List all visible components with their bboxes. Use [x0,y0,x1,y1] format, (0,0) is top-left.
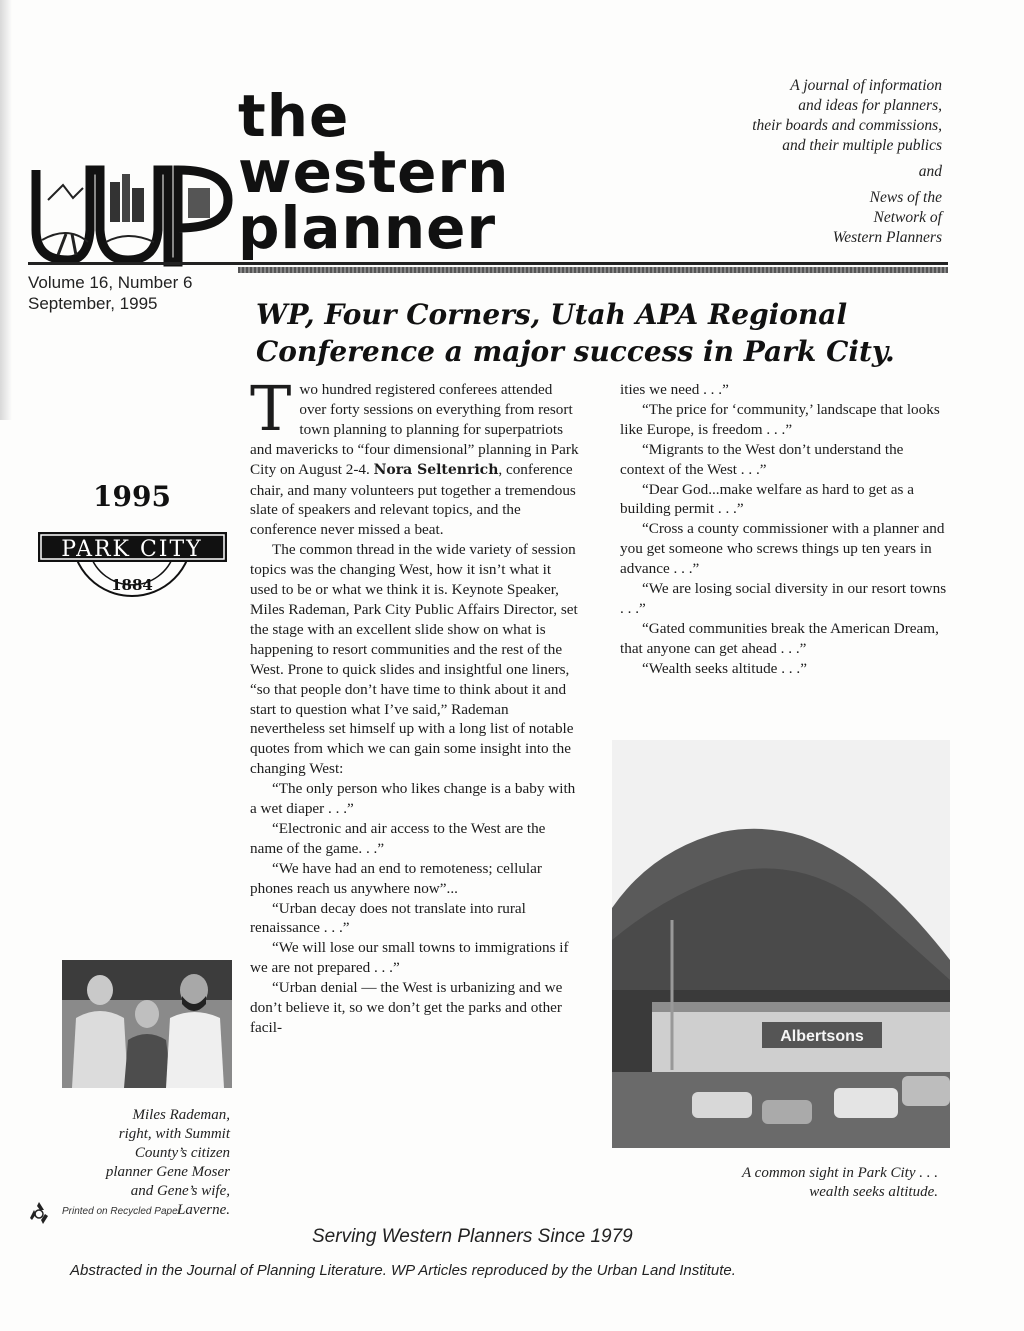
quote: “Gated communities break the American Dream, that anyone can get ahead . . .” [620,619,939,657]
scan-edge [0,0,12,420]
masthead-title [238,82,510,262]
photo-albertsons-mountain [612,740,950,1148]
emblem-name: PARK CITY [61,537,203,562]
recycled-paper-note: Printed on Recycled Paper [62,1206,181,1217]
footer-abstract-note: Abstracted in the Journal of Planning Literature. WP Articles reproduced by the Urban Land Institute. [70,1262,736,1279]
article-text: , conference chair, and many volunteers put together a tremendous slate of speakers and relevant topics, and the conference never missed a beat. [250,460,576,539]
quote-continuation: ities we need . . .” [620,381,729,398]
news-line: Western Planners [832,229,942,246]
masthead-rule [28,262,948,265]
article-text: wo hundred registered conferees attended over forty sessions on everything from resort town planning to planning for superpatriots and mavericks to “four dimensional” planning in Park City on August 2-4. [250,381,579,478]
photo-2-caption [612,1164,938,1202]
article-column-2 [620,380,950,679]
caption-line: A common sight in Park City . . . [742,1165,938,1181]
quote: “The only person who likes change is a baby with a wet diaper . . .” [250,780,576,818]
caption-line: and Gene’s wife, [130,1183,230,1199]
caption-line: County’s citizen [134,1145,230,1161]
quote: “The price for ‘community,’ landscape that looks like Europe, is freedom . . .” [620,400,940,438]
issue-info [28,272,192,314]
quote: “Cross a county commissioner with a planner and you get someone who screws things up ten years in advance . . .” [620,520,945,578]
article-paragraph-2: The common thread in the wide variety of session topics was the changing West, how it isn’t what it used to be or what we think it is. Keynote Speaker, Miles Rademan, Park City Public Affairs Director, set the stage with an excellent slide show on what is happening to resort communities and the rest of the West. Prone to quick slides and insightful one liners, “so that people don’t have time to think about it and start to question what I’ve said,” Rademan nevertheless set himself up with a long list of notable quotes from which we can gain some insight into the changing West: [250,541,578,778]
quote: “Urban denial — the West is urbanizing and we don’t believe it, so we don’t get the parks and other facil- [250,979,563,1036]
quote: “We are losing social diversity in our resort towns . . .” [620,580,947,617]
caption-line: Laverne. [177,1202,230,1218]
headline-line: Conference a major success in Park City. [256,335,895,368]
quote: “We will lose our small towns to immigrations if we are not prepared . . .” [250,939,569,977]
albertsons-sign: Albertsons [780,1028,864,1045]
title-line-western: western [238,138,510,206]
tagline-line: and ideas for planners, [798,97,942,114]
quote: “We have had an end to remoteness; cellular phones reach us anywhere now”... [250,859,542,897]
tagline-line: their boards and commissions, [752,117,942,134]
caption-line: wealth seeks altitude. [809,1184,938,1200]
caption-line: right, with Summit [118,1126,230,1142]
tagline-line: A journal of information [790,77,942,94]
tagline-line: and their multiple publics [782,137,942,154]
chair-name: Nora Seltenrich [373,461,499,478]
masthead-tagline [642,76,942,248]
caption-line: Miles Rademan, [132,1107,230,1123]
volume-number: Volume 16, Number 6 [28,273,193,292]
photo-rademan-moser [62,960,232,1088]
wp-logo [28,130,238,270]
park-city-emblem [30,478,235,608]
emblem-founded: 1884 [111,576,153,594]
quote: “Migrants to the West don’t understand the context of the West . . .” [620,440,904,478]
drop-cap: T [250,372,292,445]
quote: “Wealth seeks altitude . . .” [642,659,807,677]
title-line-planner: planner [238,194,497,262]
tagline-and: and [918,163,942,180]
caption-line: planner Gene Moser [105,1164,230,1180]
masthead-rule-hatched [238,267,948,273]
quote: “Urban decay does not translate into rural renaissance . . .” [250,899,526,937]
news-line: News of the [869,189,942,206]
quote: “Electronic and air access to the West are the name of the game. . .” [250,819,546,857]
headline-line: WP, Four Corners, Utah APA Regional [256,298,848,331]
article-headline [256,296,976,370]
article-paragraph-1 [250,372,580,540]
article-column-1 [250,372,580,1038]
quote: “Dear God...make welfare as hard to get as a building permit . . .” [620,480,914,518]
footer-slogan: Serving Western Planners Since 1979 [312,1226,633,1247]
photo-1-caption [40,1106,230,1220]
emblem-year: 1995 [93,480,171,513]
recycle-icon [26,1200,52,1226]
title-line-the: the [238,82,350,150]
issue-date: September, 1995 [28,294,158,313]
news-line: Network of [873,209,942,226]
